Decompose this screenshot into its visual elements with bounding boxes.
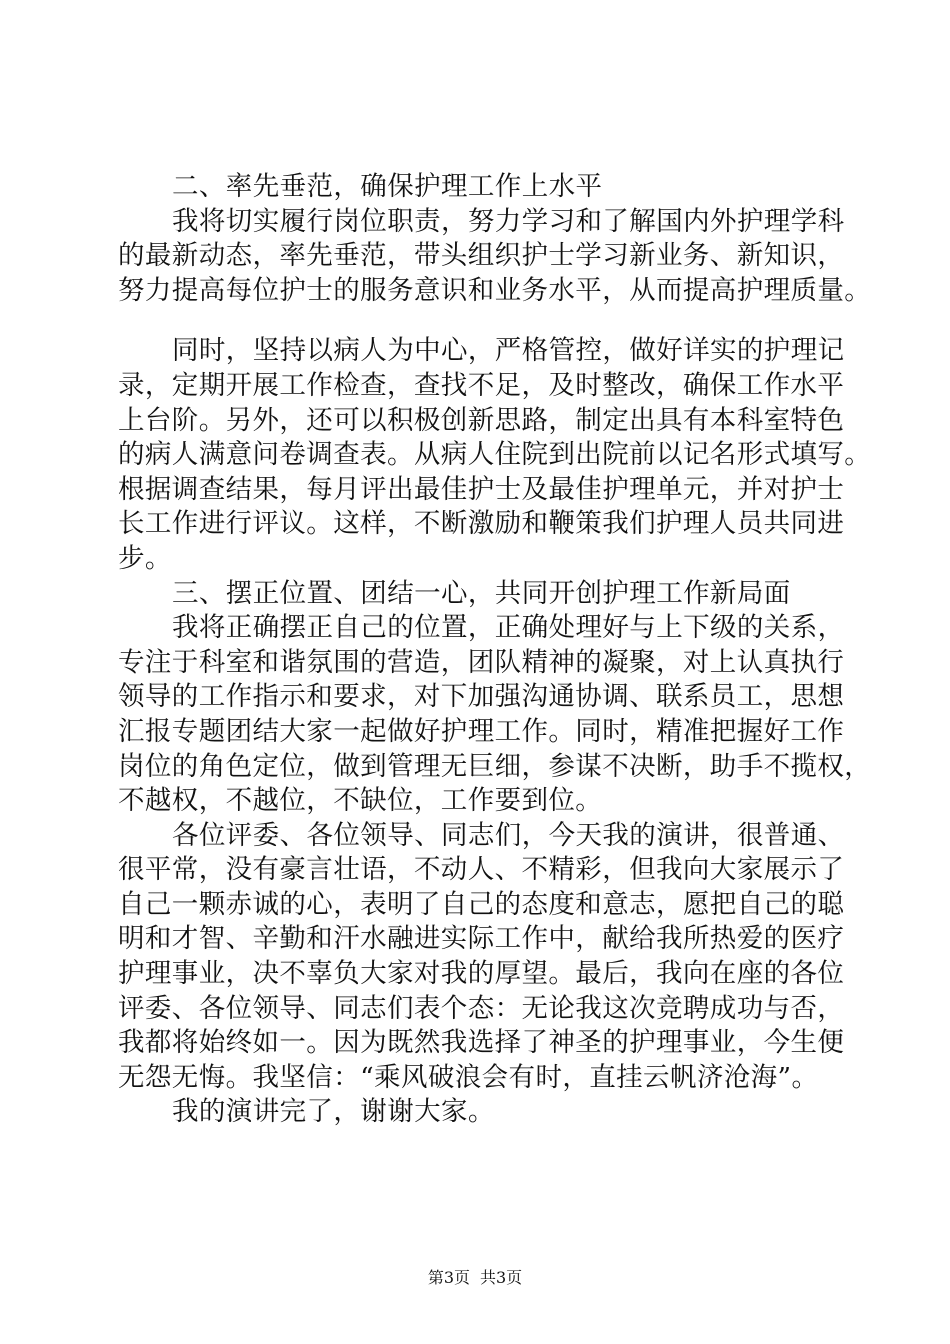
paragraph-line: 我将切实履行岗位职责，努力学习和了解国内外护理学科 [172, 205, 845, 237]
page-footer [0, 1268, 950, 1288]
page-number-total: 共3页 [480, 1268, 523, 1287]
section-heading: 二、率先垂范，确保护理工作上水平 [172, 171, 603, 202]
paragraph-line: 上台阶。另外，还可以积极创新思路，制定出具有本科室特色 [118, 404, 845, 436]
paragraph-line: 努力提高每位护士的服务意识和业务水平，从而提高护理质量。 [118, 274, 872, 306]
paragraph-line: 专注于科室和谐氛围的营造，团队精神的凝聚，对上认真执行 [118, 646, 845, 678]
paragraph-line: 我的演讲完了，谢谢大家。 [172, 1096, 495, 1128]
paragraph-line: 护理事业，决不辜负大家对我的厚望。最后，我向在座的各位 [118, 958, 845, 990]
paragraph-line: 步。 [118, 542, 172, 574]
paragraph-line: 我将正确摆正自己的位置，正确处理好与上下级的关系， [172, 612, 845, 644]
paragraph-line: 根据调查结果，每月评出最佳护士及最佳护理单元，并对护士 [118, 473, 845, 505]
paragraph-line: 的最新动态，率先垂范，带头组织护士学习新业务、新知识， [118, 240, 845, 272]
paragraph-line: 长工作进行评议。这样，不断激励和鞭策我们护理人员共同进 [118, 508, 845, 540]
paragraph-line: 的病人满意问卷调查表。从病人住院到出院前以记名形式填写。 [118, 439, 872, 471]
paragraph-line: 各位评委、各位领导、同志们，今天我的演讲，很普通、 [172, 819, 845, 851]
paragraph-line: 不越权，不越位，不缺位，工作要到位。 [118, 785, 603, 817]
paragraph-line: 明和才智、辛勤和汗水融进实际工作中，献给我所热爱的医疗 [118, 923, 845, 955]
paragraph-gap [118, 308, 858, 334]
paragraph-line: 无怨无悔。我坚信：“乘风破浪会有时，直挂云帆济沧海”。 [118, 1061, 819, 1093]
paragraph-line: 很平常，没有豪言壮语，不动人、不精彩，但我向大家展示了 [118, 854, 845, 886]
paragraph-line: 同时，坚持以病人为中心，严格管控，做好详实的护理记 [172, 335, 845, 367]
section-heading: 三、摆正位置、团结一心，共同开创护理工作新局面 [172, 577, 791, 609]
paragraph-line: 我都将始终如一。因为既然我选择了神圣的护理事业，今生便 [118, 1027, 845, 1059]
paragraph-line: 汇报专题团结大家一起做好护理工作。同时，精准把握好工作 [118, 715, 845, 747]
paragraph-line: 录，定期开展工作检查，查找不足，及时整改，确保工作水平 [118, 369, 845, 401]
paragraph-line: 岗位的角色定位，做到管理无巨细，参谋不决断，助手不揽权， [118, 750, 872, 782]
paragraph-line: 领导的工作指示和要求，对下加强沟通协调、联系员工，思想 [118, 681, 845, 713]
document-body [118, 170, 872, 1130]
paragraph-line: 评委、各位领导、同志们表个态：无论我这次竞聘成功与否， [118, 992, 845, 1024]
paragraph-line: 自己一颗赤诚的心，表明了自己的态度和意志，愿把自己的聪 [118, 888, 845, 920]
page-number-current: 第3页 [427, 1268, 470, 1287]
